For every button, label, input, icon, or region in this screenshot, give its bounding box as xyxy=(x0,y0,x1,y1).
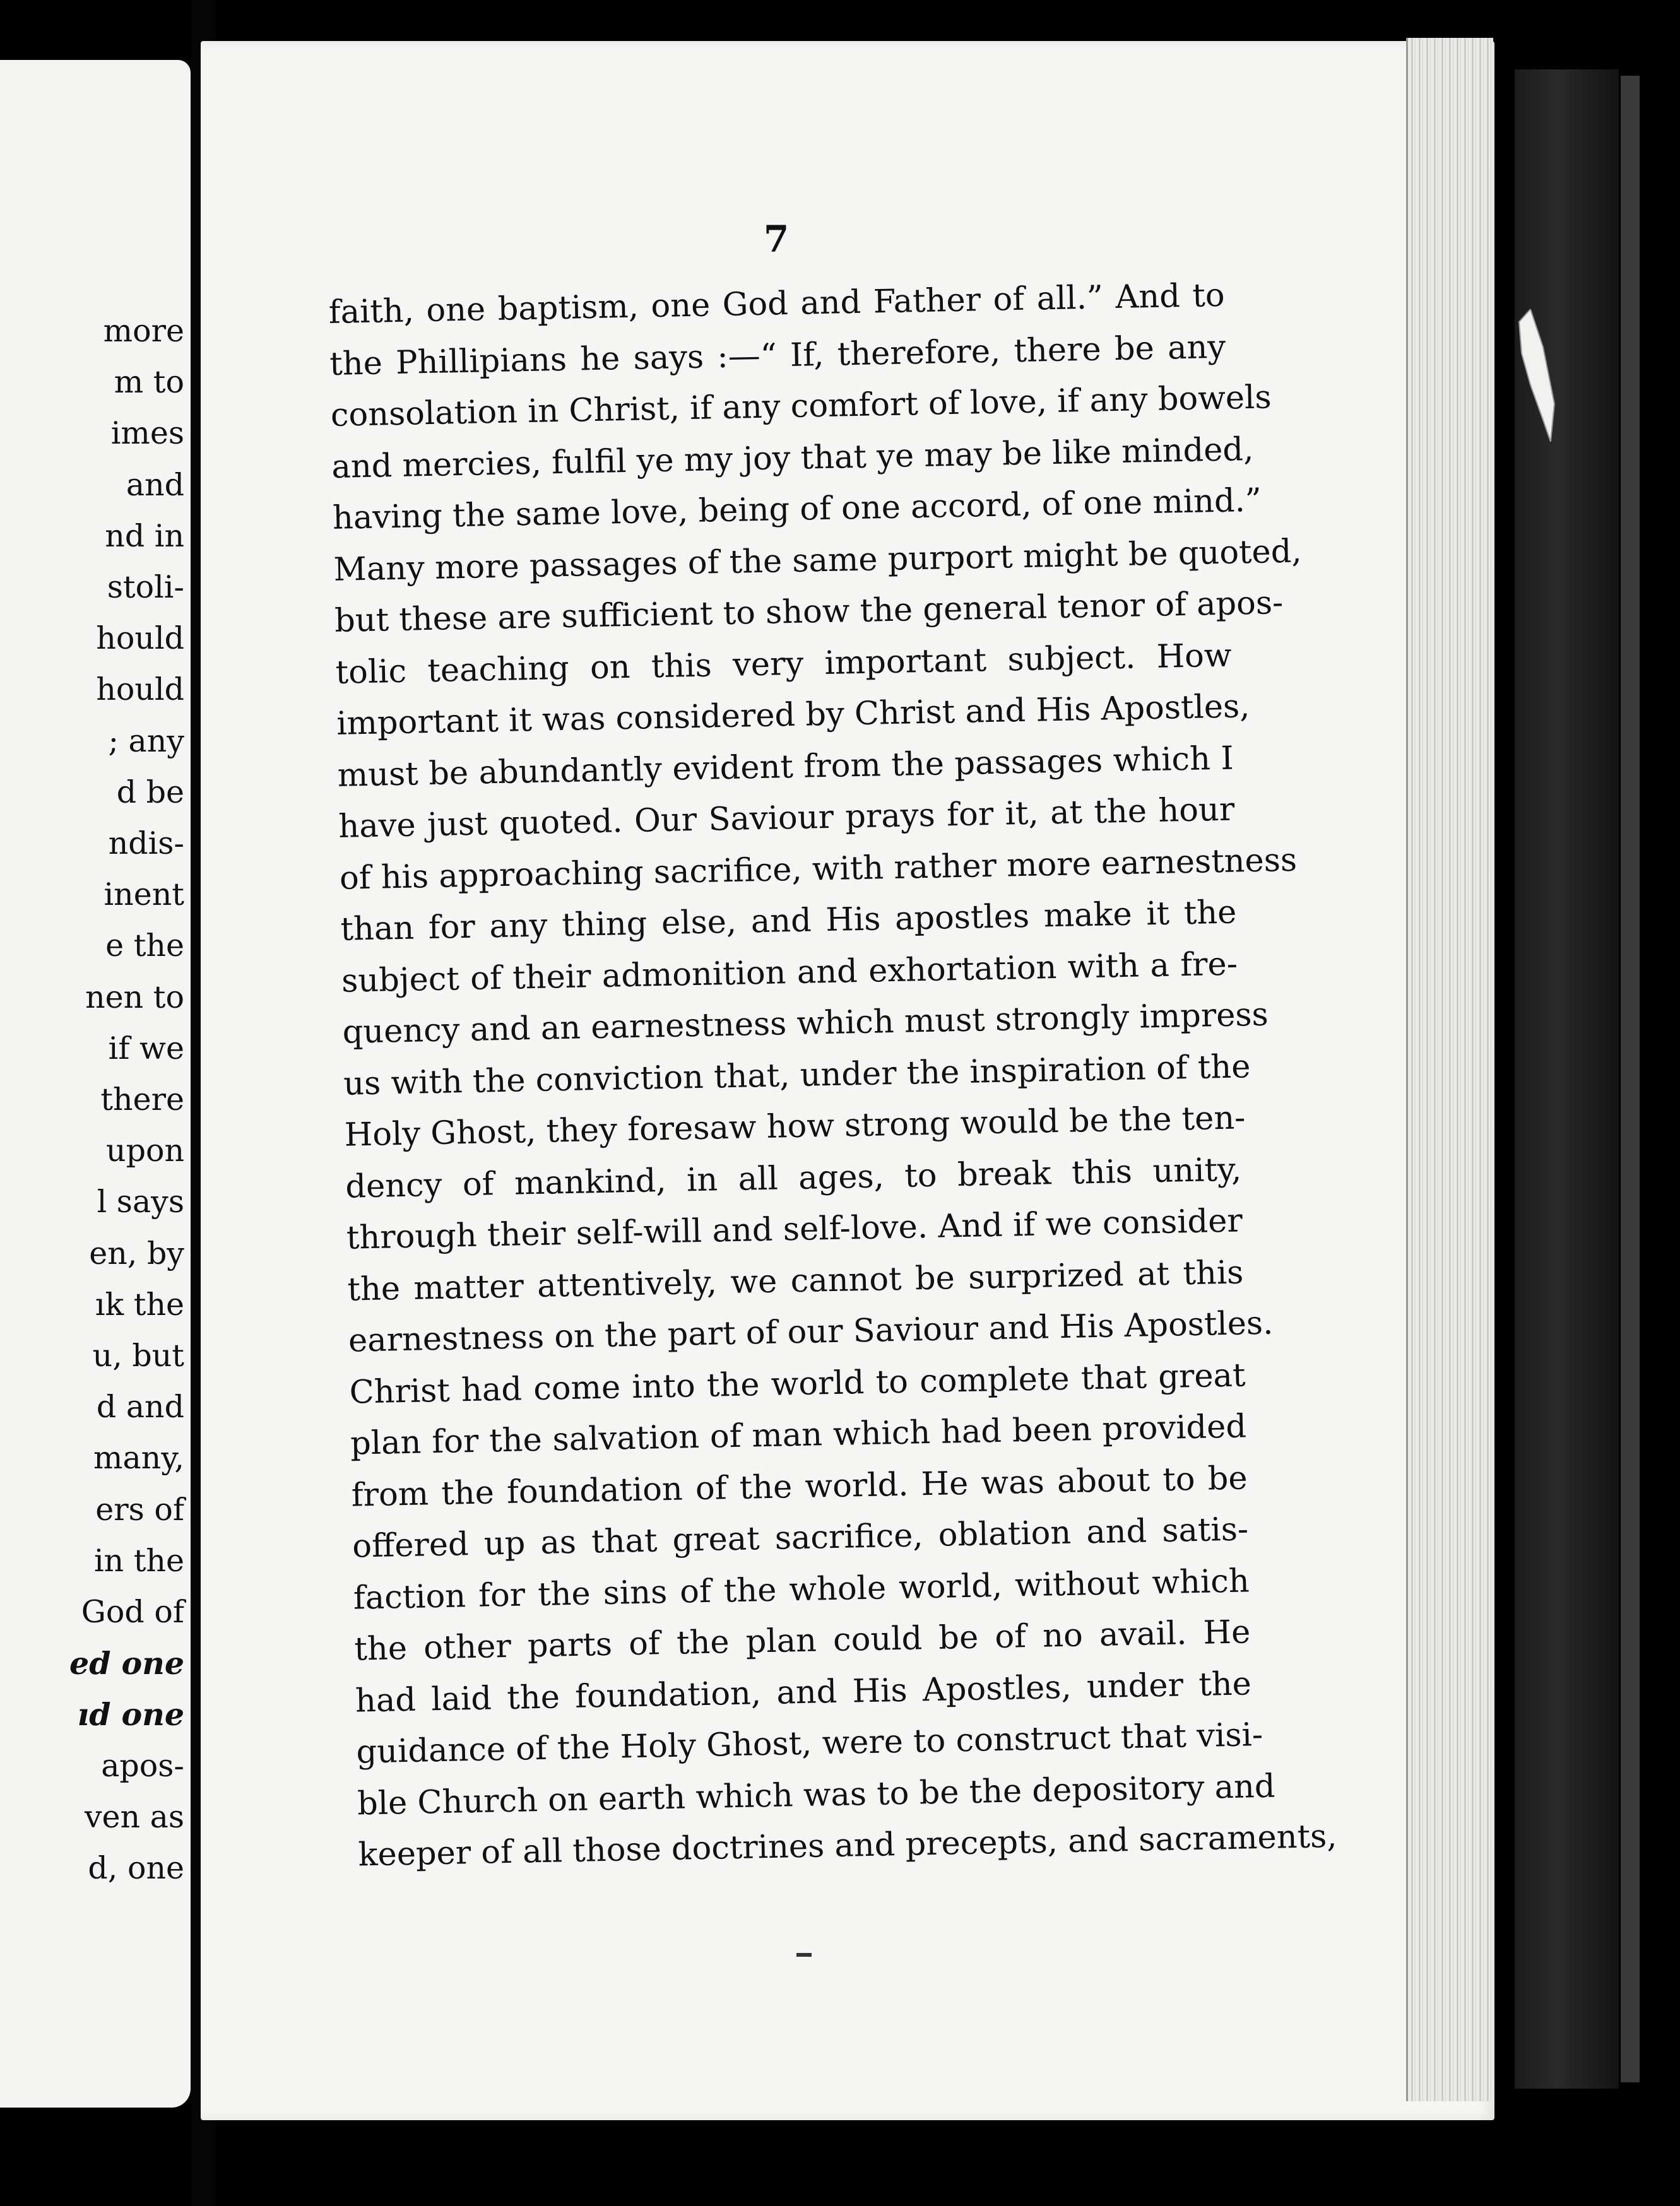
text-line: guidance of the Holy Ghost, were to construct that visi- xyxy=(356,1716,1263,1771)
left-page-line: d, one xyxy=(88,1850,184,1886)
left-page-line: ven as xyxy=(84,1798,184,1835)
text-line: must be abundantly evident from the passages which I xyxy=(337,740,1234,794)
page-edges xyxy=(1406,38,1493,2101)
left-page-line: en, by xyxy=(89,1235,184,1271)
left-page-line: e the xyxy=(105,928,184,964)
text-line: faction for the sins of the whole world, without which xyxy=(353,1562,1250,1617)
text-line: earnestness on the part of our Saviour and His Apostles. xyxy=(348,1304,1274,1360)
text-line: Christ had come into the world to complete that great xyxy=(349,1356,1246,1412)
text-line: consolation in Christ, if any comfort of love, if any bowels xyxy=(330,379,1272,434)
text-line: subject of their admonition and exhortation with a fre- xyxy=(341,945,1238,1000)
text-line: plan for the salvation of man which had been provided xyxy=(350,1408,1247,1463)
text-line: offered up as that great sacrifice, oblation and satis- xyxy=(352,1511,1249,1566)
left-page-line: and xyxy=(126,466,184,503)
text-line: dency of mankind, in all ages, to break this unity, xyxy=(345,1150,1242,1206)
left-page-line: ; any xyxy=(108,723,184,759)
left-page-line: imes xyxy=(110,415,184,452)
text-line: of his approaching sacrifice, with rather more earnestness xyxy=(339,841,1298,897)
text-line: having the same love, being of one accord, of one mind.” xyxy=(332,481,1262,537)
left-page-line: ıd one xyxy=(77,1696,184,1733)
left-page-line: stoli- xyxy=(107,569,184,605)
text-line: important it was considered by Christ and His Apostles, xyxy=(336,688,1250,743)
left-page-line: u, but xyxy=(92,1338,184,1374)
text-line: through their self-will and self-love. And if we consider xyxy=(346,1202,1243,1257)
left-page-line: d and xyxy=(96,1389,184,1425)
text-line: the other parts of the plan could be of no avail. He xyxy=(353,1613,1251,1668)
text-line: ble Church on earth which was to be the depository and xyxy=(357,1767,1276,1823)
left-page-line: nen to xyxy=(85,979,184,1015)
text-line: Holy Ghost, they foresaw how strong would be the ten- xyxy=(344,1099,1246,1154)
text-line: faith, one baptism, one God and Father of all.” And to xyxy=(328,276,1226,331)
text-line: had laid the foundation, and His Apostles, under the xyxy=(355,1665,1252,1720)
left-page xyxy=(0,60,191,2108)
cover-edge xyxy=(1621,76,1640,2082)
text-line: the matter attentively, we cannot be surprized at this xyxy=(346,1253,1244,1309)
left-page-line: nd in xyxy=(105,517,184,554)
text-line: from the foundation of the world. He was about to be xyxy=(351,1459,1248,1514)
text-line: have just quoted. Our Saviour prays for it, at the hour xyxy=(338,791,1235,846)
text-line: tolic teaching on this very important subject. How xyxy=(335,637,1233,692)
text-line: us with the conviction that, under the inspiration of the xyxy=(343,1047,1251,1103)
left-page-line: hould xyxy=(96,671,184,708)
left-page-line: God of xyxy=(81,1594,184,1630)
page-number: 7 xyxy=(763,218,790,261)
left-page-line: upon xyxy=(106,1133,184,1169)
left-page-line: ndis- xyxy=(108,825,184,861)
text-line: quency and an earnestness which must strongly impress xyxy=(342,996,1269,1051)
ink-mark xyxy=(796,1953,812,1957)
left-page-line: ık the xyxy=(95,1286,184,1323)
left-page-line: apos- xyxy=(101,1747,184,1784)
left-page-line: there xyxy=(100,1082,184,1118)
text-line: and mercies, fulfil ye my joy that ye may be like minded, xyxy=(331,430,1254,486)
left-page-line: ers of xyxy=(95,1491,184,1528)
left-page-line: m to xyxy=(114,364,184,401)
left-page-line: d be xyxy=(116,774,184,810)
left-page-line: hould xyxy=(96,620,184,657)
left-page-line: l says xyxy=(97,1184,184,1220)
left-page-line: ed one xyxy=(69,1645,184,1682)
text-line: the Phillipians he says :—“ If, therefore, there be any xyxy=(329,328,1226,383)
body-text xyxy=(328,270,1337,1881)
left-page-line: many, xyxy=(93,1440,184,1477)
left-page-line: in the xyxy=(93,1542,184,1579)
left-page-line: inent xyxy=(104,876,184,913)
text-line: than for any thing else, and His apostles make it the xyxy=(340,894,1237,948)
text-line: but these are sufficient to show the general tenor of apos- xyxy=(334,584,1284,640)
left-page-line: more xyxy=(103,313,184,349)
text-line: keeper of all those doctrines and precepts, and sacraments, xyxy=(358,1817,1337,1874)
bookmark-tab xyxy=(1518,309,1556,442)
text-line: Many more passages of the same purport might be quoted, xyxy=(333,532,1303,589)
left-page-line: if we xyxy=(108,1030,184,1066)
